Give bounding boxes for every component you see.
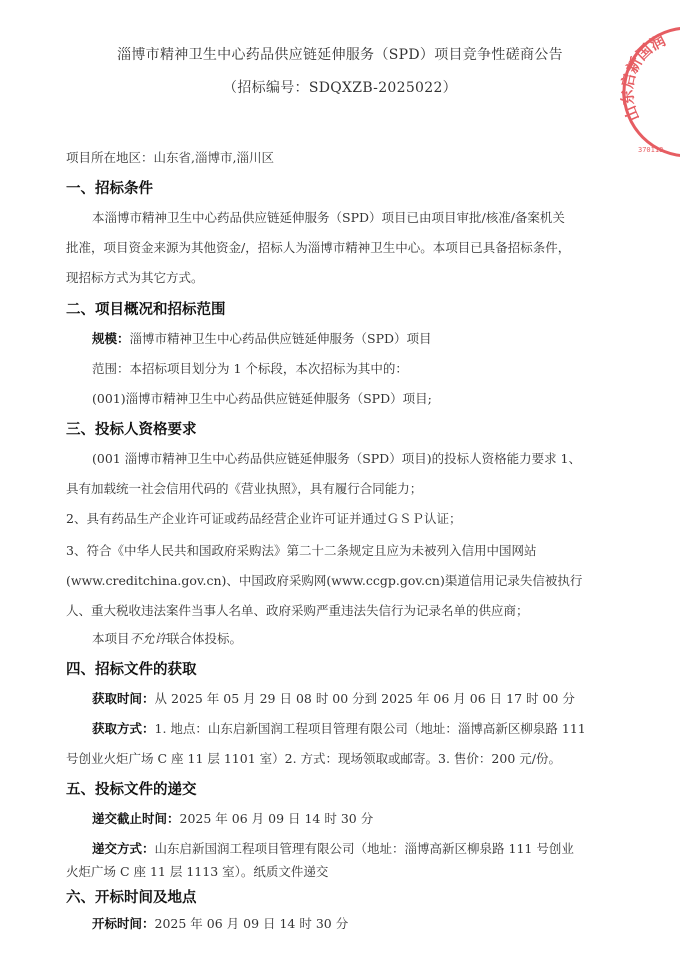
deadline-label: 递交截止时间： — [92, 811, 180, 826]
project-location: 项目所在地区：山东省,淄博市,淄川区 — [66, 150, 274, 165]
section-3-heading: 三、投标人资格要求 — [66, 422, 197, 438]
seal-number: 370113 — [638, 146, 664, 154]
s3-line-7 — [92, 629, 242, 647]
s1-line-1: 本淄博市精神卫生中心药品供应链延伸服务（SPD）项目已由项目审批/核准/备案机关 — [92, 210, 565, 225]
section-1-heading: 一、招标条件 — [66, 181, 153, 197]
company-seal — [618, 22, 680, 162]
consortium-suffix: 联合体投标。 — [167, 631, 243, 646]
s5-deadline — [92, 809, 373, 827]
s4-method-2: 号创业火炬广场 C 座 11 层 1101 室）2. 方式：现场领取或邮寄。3. 售价：200 元/份。 — [66, 751, 561, 766]
s5-method-1 — [92, 839, 574, 857]
section-5-heading: 五、投标文件的递交 — [66, 782, 197, 798]
s4-time — [92, 689, 575, 707]
s1-line-3: 现招标方式为其它方式。 — [66, 270, 204, 285]
obtain-method-label: 获取方式： — [92, 721, 155, 736]
obtain-time-label: 获取时间： — [92, 691, 155, 706]
consortium-status: 不允许 — [129, 631, 168, 646]
obtain-method-value: 1. 地点：山东启新国润工程项目管理有限公司（地址：淄博高新区柳泉路 111 — [154, 721, 586, 736]
submit-method-value: 山东启新国润工程项目管理有限公司（地址：淄博高新区柳泉路 111 号创业 — [154, 841, 574, 856]
deadline-value: 2025 年 06 月 09 日 14 时 30 分 — [179, 811, 374, 826]
s2-lot: (001)淄博市精神卫生中心药品供应链延伸服务（SPD）项目; — [92, 391, 432, 406]
s2-scope: 范围：本招标项目划分为 1 个标段，本次招标为其中的： — [92, 361, 408, 376]
opening-time-label: 开标时间： — [92, 916, 155, 931]
consortium-prefix: 本项目 — [92, 631, 130, 646]
submit-method-label: 递交方式： — [92, 841, 155, 856]
section-2-heading: 二、项目概况和招标范围 — [66, 302, 226, 318]
section-6-heading: 六、开标时间及地点 — [66, 890, 197, 906]
scale-value: 淄博市精神卫生中心药品供应链延伸服务（SPD）项目 — [129, 331, 432, 346]
section-4-heading: 四、招标文件的获取 — [66, 662, 197, 678]
seal-text: 山东启新国润 — [618, 31, 669, 124]
tender-code: （招标编号：SDQXZB-2025022） — [223, 80, 457, 96]
s4-method-1 — [92, 719, 586, 737]
s3-line-1: (001 淄博市精神卫生中心药品供应链延伸服务（SPD）项目)的投标人资格能力要求 1、 — [92, 451, 582, 466]
s3-line-2: 具有加载统一社会信用代码的《营业执照》，具有履行合同能力； — [66, 481, 423, 496]
s1-line-2: 批准，项目资金来源为其他资金/，招标人为淄博市精神卫生中心。本项目已具备招标条件， — [66, 240, 571, 255]
s3-line-3: 2、具有药品生产企业许可证或药品经营企业许可证并通过ＧＳＰ认证； — [66, 511, 462, 526]
s5-method-2: 火炬广场 C 座 11 层 1113 室）。纸质文件递交 — [66, 864, 329, 879]
s3-line-4: 3、符合《中华人民共和国政府采购法》第二十二条规定且应为未被列入信用中国网站 — [66, 543, 537, 558]
s3-line-6: 人、重大税收违法案件当事人名单、政府采购严重违法失信行为记录名单的供应商； — [66, 603, 529, 618]
document-title: 淄博市精神卫生中心药品供应链延伸服务（SPD）项目竞争性磋商公告 — [117, 47, 563, 63]
scale-label: 规模： — [92, 331, 130, 346]
s2-scale — [92, 329, 432, 347]
s3-line-5: (www.creditchina.gov.cn)、中国政府采购网(www.ccgp.gov.cn)渠道信用记录失信被执行 — [66, 573, 583, 588]
s6-open — [92, 914, 348, 932]
opening-time-value: 2025 年 06 月 09 日 14 时 30 分 — [154, 916, 349, 931]
obtain-time-value: 从 2025 年 05 月 29 日 08 时 00 分到 2025 年 06 月 06 日 17 时 00 分 — [154, 691, 575, 706]
